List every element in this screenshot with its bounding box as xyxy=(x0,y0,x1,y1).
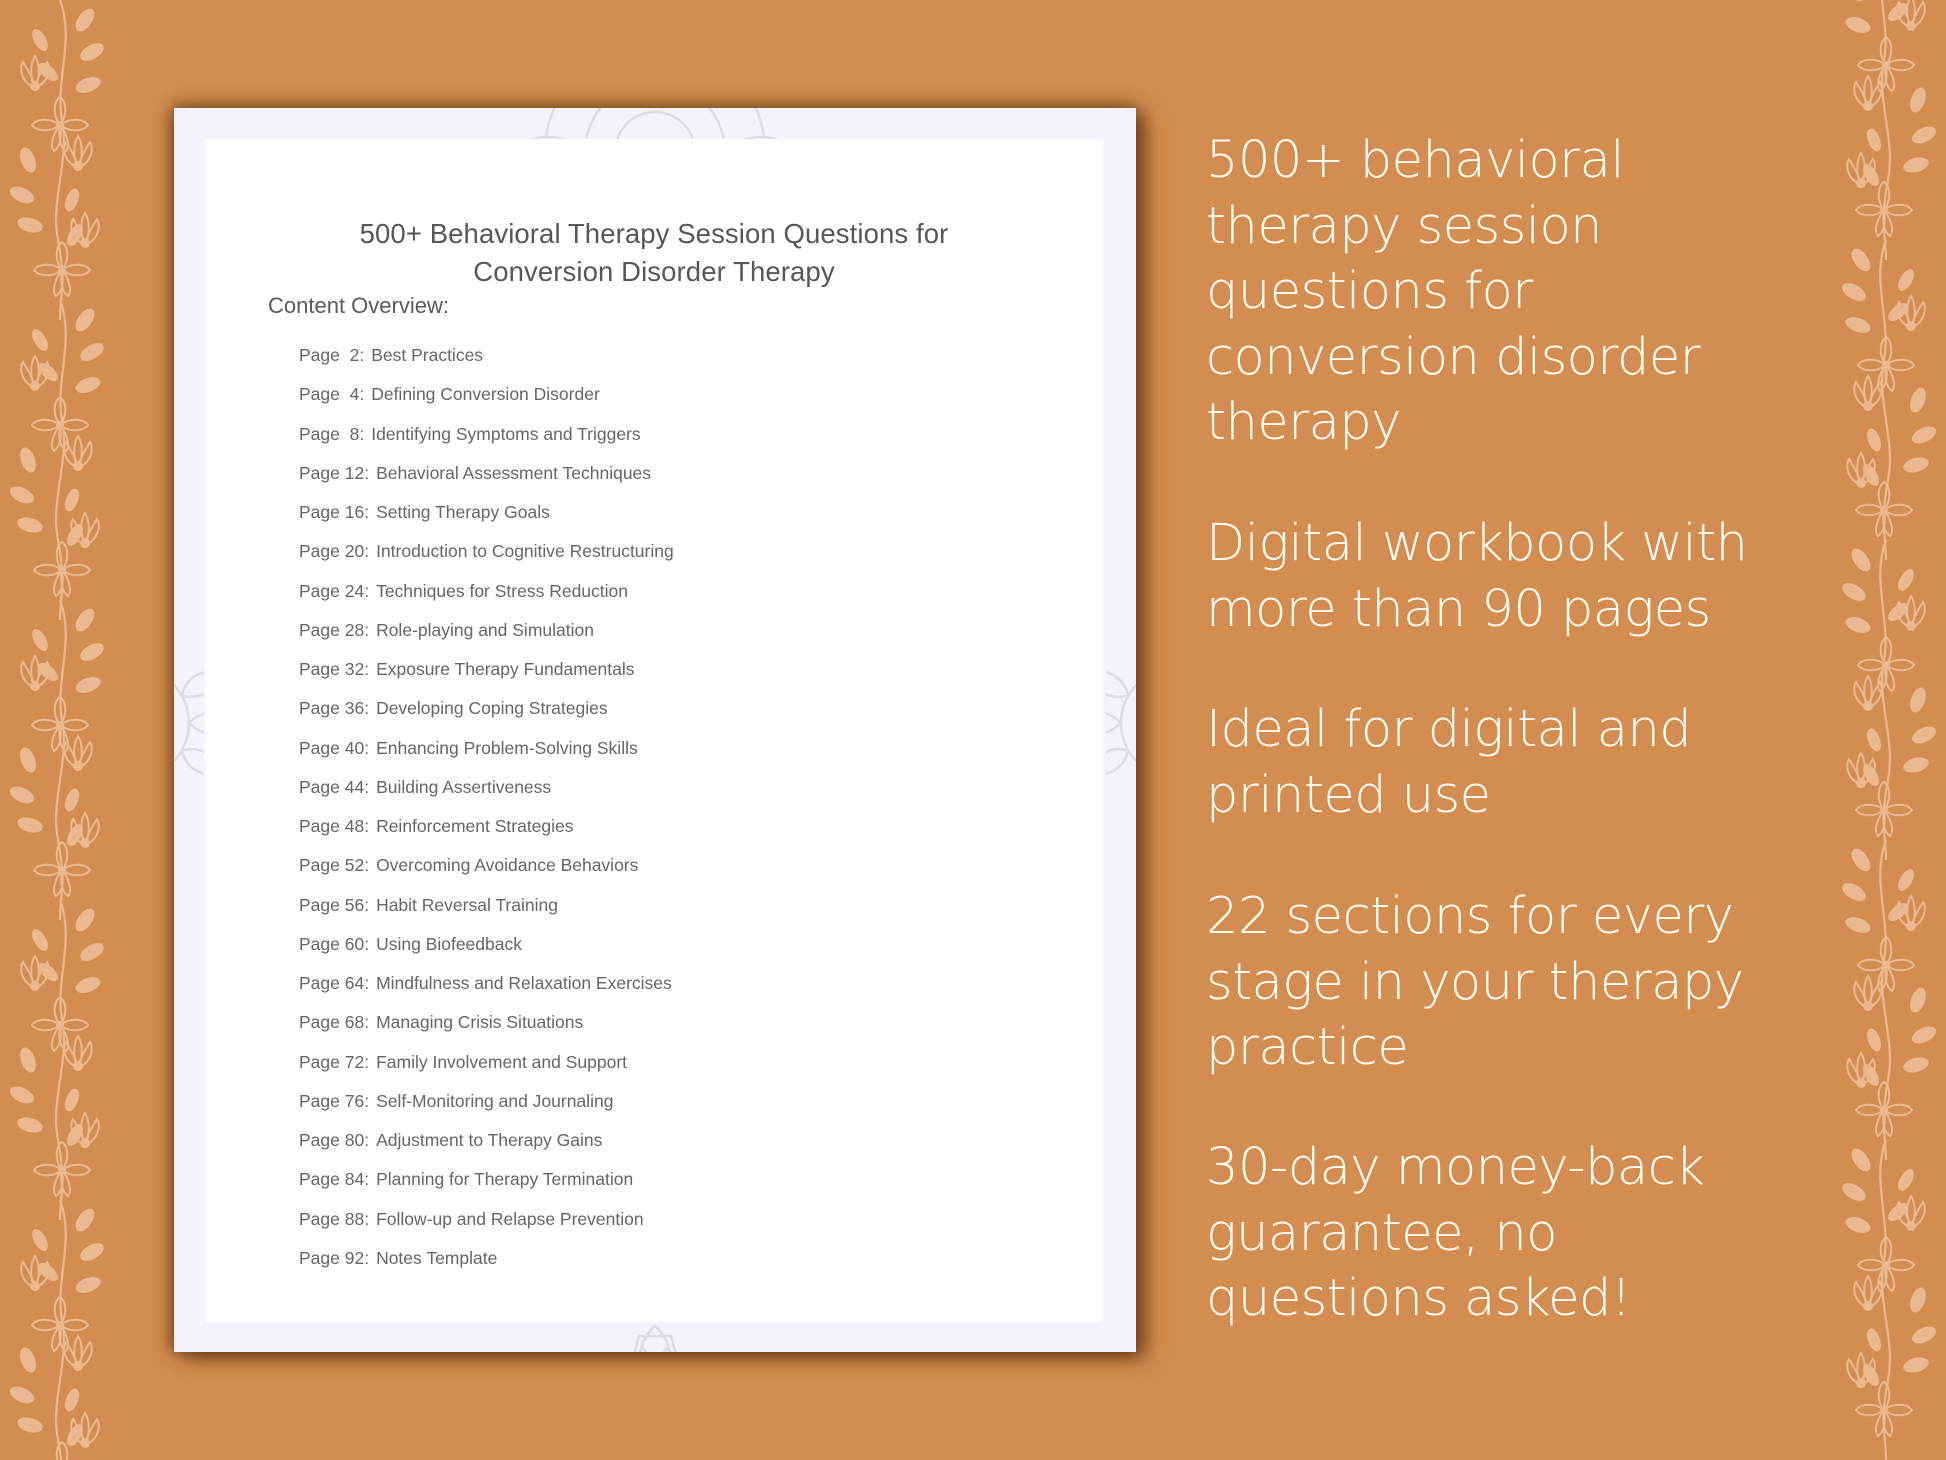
toc-section-title: Follow-up and Relapse Prevention xyxy=(376,1208,644,1229)
toc-section-title: Habit Reversal Training xyxy=(376,894,558,915)
toc-item xyxy=(299,695,674,734)
toc-page-number: Page 44: xyxy=(299,776,370,797)
floral-border-right xyxy=(1806,0,1946,1460)
toc-page-number: Page 92: xyxy=(299,1247,370,1268)
toc-item xyxy=(299,1009,674,1048)
feature-guarantee xyxy=(1206,1135,1704,1332)
toc-section-title: Best Practices xyxy=(371,345,484,365)
feature-line: questions for xyxy=(1206,262,1533,321)
toc-section-title: Managing Crisis Situations xyxy=(376,1012,584,1033)
toc-item xyxy=(299,578,674,617)
feature-line: practice xyxy=(1206,1018,1409,1077)
document-title xyxy=(205,215,1103,291)
toc-page-number: Page 88: xyxy=(299,1208,370,1229)
toc-section-title: Planning for Therapy Termination xyxy=(376,1169,634,1190)
toc-section-title: Overcoming Avoidance Behaviors xyxy=(376,855,639,876)
toc-item xyxy=(299,852,674,891)
feature-question-count xyxy=(1206,128,1700,456)
toc-section-title: Exposure Therapy Fundamentals xyxy=(376,659,635,679)
toc-page-number: Page 36: xyxy=(299,698,370,719)
toc-page-number: Page 56: xyxy=(299,894,370,915)
toc-section-title: Adjustment to Therapy Gains xyxy=(376,1130,603,1150)
toc-item xyxy=(299,656,674,695)
toc-page-number: Page 12: xyxy=(299,462,370,483)
toc-item xyxy=(299,1206,674,1245)
toc-item xyxy=(299,421,674,460)
document-title-line: Conversion Disorder Therapy xyxy=(473,256,835,287)
toc-page-number: Page 64: xyxy=(299,973,370,993)
feature-line: Digital workbook with xyxy=(1206,514,1748,573)
toc-item xyxy=(299,1245,674,1284)
toc-section-title: Using Biofeedback xyxy=(376,933,522,954)
document-title-line: 500+ Behavioral Therapy Session Questions for xyxy=(359,218,949,249)
content-overview-label: Content Overview: xyxy=(268,293,449,318)
toc-section-title: Mindfulness and Relaxation Exercises xyxy=(376,973,672,993)
feature-sections xyxy=(1206,884,1744,1081)
toc-page-number: Page 16: xyxy=(299,502,370,522)
toc-section-title: Techniques for Stress Reduction xyxy=(376,580,629,601)
toc-section-title: Behavioral Assessment Techniques xyxy=(376,462,652,483)
feature-format xyxy=(1206,697,1691,828)
floral-vine-icon xyxy=(0,0,140,1460)
toc-page-number: Page 4: xyxy=(299,384,365,405)
toc-section-title: Identifying Symptoms and Triggers xyxy=(371,423,641,444)
toc-item xyxy=(299,342,674,381)
toc-section-title: Developing Coping Strategies xyxy=(376,698,608,719)
toc-item xyxy=(299,1088,674,1127)
feature-line: printed use xyxy=(1206,765,1491,825)
feature-line: guarantee, no xyxy=(1206,1203,1557,1263)
toc-section-title: Role-playing and Simulation xyxy=(376,619,594,640)
mandala-ornament-icon xyxy=(511,1322,799,1352)
toc-item xyxy=(299,1127,674,1166)
toc-item xyxy=(299,774,674,813)
toc-page-number: Page 28: xyxy=(299,619,370,640)
toc-page-number: Page 72: xyxy=(299,1051,370,1072)
toc-item xyxy=(299,617,674,656)
toc-item xyxy=(299,538,674,577)
toc-page-number: Page 32: xyxy=(299,659,370,679)
toc-page-number: Page 24: xyxy=(299,580,370,601)
feature-line: 30-day money-back xyxy=(1206,1138,1705,1197)
toc-item xyxy=(299,813,674,852)
feature-line: therapy session xyxy=(1206,196,1602,256)
feature-line: more than 90 pages xyxy=(1206,579,1711,639)
toc-item xyxy=(299,460,674,499)
feature-line: 22 sections for every xyxy=(1206,887,1734,946)
feature-line: stage in your therapy xyxy=(1206,952,1744,1012)
toc-section-title: Enhancing Problem-Solving Skills xyxy=(376,737,638,758)
mandala-ornament-icon xyxy=(174,623,204,823)
document-content-area xyxy=(205,139,1103,1322)
toc-section-title: Reinforcement Strategies xyxy=(376,816,574,836)
toc-page-number: Page 68: xyxy=(299,1012,370,1033)
toc-page-number: Page 60: xyxy=(299,933,370,954)
feature-page-count xyxy=(1206,511,1748,642)
toc-section-title: Notes Template xyxy=(376,1247,498,1268)
feature-line: therapy xyxy=(1206,393,1401,452)
toc-page-number: Page 84: xyxy=(299,1169,370,1190)
toc-item xyxy=(299,499,674,538)
toc-item xyxy=(299,1166,674,1205)
toc-page-number: Page 52: xyxy=(299,855,370,876)
toc-page-number: Page 40: xyxy=(299,737,370,758)
toc-section-title: Defining Conversion Disorder xyxy=(371,384,600,405)
table-of-contents xyxy=(299,342,674,1284)
document-page-preview xyxy=(174,108,1136,1352)
toc-section-title: Setting Therapy Goals xyxy=(376,502,550,522)
toc-page-number: Page 48: xyxy=(299,816,370,836)
toc-page-number: Page 76: xyxy=(299,1090,370,1111)
toc-page-number: Page 2: xyxy=(299,345,365,365)
toc-section-title: Family Involvement and Support xyxy=(376,1051,628,1072)
toc-item xyxy=(299,892,674,931)
toc-section-title: Building Assertiveness xyxy=(376,776,552,797)
floral-vine-icon xyxy=(1806,0,1946,1460)
toc-item xyxy=(299,1049,674,1088)
feature-line: 500+ behavioral xyxy=(1206,131,1625,190)
toc-item xyxy=(299,970,674,1009)
toc-page-number: Page 8: xyxy=(299,423,365,444)
toc-page-number: Page 20: xyxy=(299,541,370,562)
toc-item xyxy=(299,381,674,420)
toc-item xyxy=(299,931,674,970)
feature-line: Ideal for digital and xyxy=(1206,700,1692,759)
feature-line: questions asked! xyxy=(1206,1269,1631,1328)
toc-section-title: Introduction to Cognitive Restructuring xyxy=(376,541,674,562)
floral-border-left xyxy=(0,0,140,1460)
toc-page-number: Page 80: xyxy=(299,1130,370,1150)
toc-section-title: Self-Monitoring and Journaling xyxy=(376,1090,614,1111)
toc-item xyxy=(299,735,674,774)
feature-line: conversion disorder xyxy=(1206,327,1701,387)
mandala-ornament-icon xyxy=(1106,623,1136,823)
